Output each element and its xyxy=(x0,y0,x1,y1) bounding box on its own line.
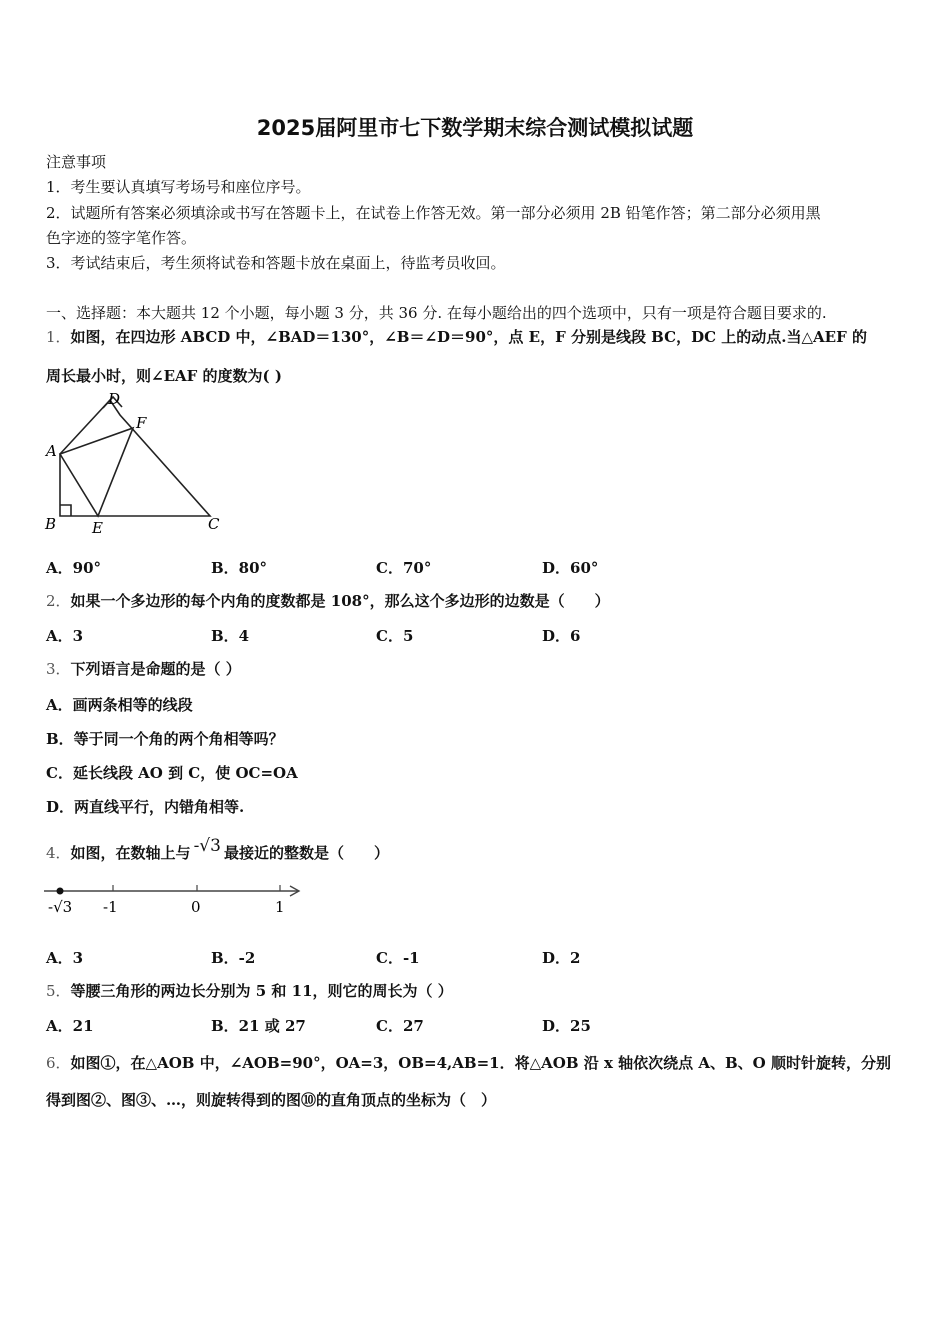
question-number: 1． xyxy=(46,328,71,346)
question-5 xyxy=(46,981,453,1001)
option-d: D．25 xyxy=(542,1017,591,1035)
axis-label-1: 1 xyxy=(275,898,285,916)
option-c: C．-1 xyxy=(376,949,420,967)
label-f: F xyxy=(136,414,147,432)
option-b: B．80° xyxy=(211,559,268,577)
option-c: C．27 xyxy=(376,1017,424,1035)
option-a: A．3 xyxy=(46,627,84,645)
option-a: A．3 xyxy=(46,949,84,967)
notice-item: 1．考生要认真填写考场号和座位序号。 xyxy=(46,178,311,196)
question-number: 6． xyxy=(46,1054,71,1072)
option-c: C．延长线段 AO 到 C，使 OC=OA xyxy=(46,764,298,782)
axis-label-neg-sqrt3: -√3 xyxy=(48,898,73,916)
right-angle-mark-b xyxy=(60,505,71,516)
question-number: 2． xyxy=(46,592,71,610)
axis-label-0: 0 xyxy=(191,898,201,916)
point-neg-sqrt3 xyxy=(57,888,64,895)
question-4 xyxy=(46,836,389,863)
label-e: E xyxy=(92,519,103,537)
quadrilateral-abcd xyxy=(60,400,210,516)
quadrilateral-figure xyxy=(40,390,230,540)
option-d: D．6 xyxy=(542,627,581,645)
question-text: 如图，在四边形 ABCD 中，∠BAD＝130°，∠B＝∠D＝90°，点 E，F 分别是线段 BC，DC 上的动点.当△AEF 的 xyxy=(70,328,867,346)
option-c: C．5 xyxy=(376,627,414,645)
question-6-line2: 得到图②、图③、…，则旋转得到的图⑩的直角顶点的坐标为（ ） xyxy=(46,1091,497,1109)
option-b: B．4 xyxy=(211,627,250,645)
label-b: B xyxy=(45,515,57,533)
question-1-line1 xyxy=(46,327,867,347)
math-neg-sqrt3: -√3 xyxy=(193,836,221,856)
question-text: 下列语言是命题的是（ ） xyxy=(70,660,241,678)
option-a: A．90° xyxy=(46,559,102,577)
question-2 xyxy=(46,591,610,611)
notice-item: 3．考试结束后，考生须将试卷和答题卡放在桌面上，待监考员收回。 xyxy=(46,254,506,272)
option-b: B．21 或 27 xyxy=(211,1017,306,1035)
label-c: C xyxy=(208,515,220,533)
number-line xyxy=(40,878,310,922)
section-heading: 一、选择题：本大题共 12 个小题，每小题 3 分，共 36 分. 在每小题给出的四个选项中，只有一项是符合题目要求的. xyxy=(46,304,827,322)
option-a: A．画两条相等的线段 xyxy=(46,696,193,714)
label-a: A xyxy=(46,442,57,460)
option-b: B．-2 xyxy=(211,949,256,967)
option-d: D．2 xyxy=(542,949,581,967)
axis-label-neg1: -1 xyxy=(103,898,118,916)
notice-item: 色字迹的签字笔作答。 xyxy=(46,229,197,247)
page-title: 2025届阿里市七下数学期末综合测试模拟试题 xyxy=(256,116,694,140)
question-text: 最接近的整数是（ ） xyxy=(223,844,389,862)
option-d: D．两直线平行，内错角相等. xyxy=(46,798,245,816)
question-6-line1 xyxy=(46,1053,891,1073)
option-a: A．21 xyxy=(46,1017,94,1035)
question-text: 等腰三角形的两边长分别为 5 和 11，则它的周长为（ ） xyxy=(70,982,453,1000)
question-number: 3． xyxy=(46,660,71,678)
question-text: 如图，在数轴上与 xyxy=(70,844,191,862)
question-text: 如图①，在△AOB 中，∠AOB=90°，OA=3，OB=4,AB=1．将△AOB 沿 x 轴依次绕点 A、B、O 顺时针旋转，分别 xyxy=(70,1054,891,1072)
question-number: 5． xyxy=(46,982,71,1000)
option-d: D．60° xyxy=(542,559,599,577)
question-number: 4． xyxy=(46,844,71,862)
question-1-line2: 周长最小时，则∠EAF 的度数为( ) xyxy=(46,367,282,385)
question-3 xyxy=(46,659,241,679)
question-text: 如果一个多边形的每个内角的度数都是 108°，那么这个多边形的边数是（ ） xyxy=(70,592,610,610)
notice-item: 2．试题所有答案必须填涂或书写在答题卡上，在试卷上作答无效。第一部分必须用 2B 铅笔作答；第二部分必须用黑 xyxy=(46,204,821,222)
option-b: B．等于同一个角的两个角相等吗？ xyxy=(46,730,284,748)
option-c: C．70° xyxy=(376,559,432,577)
label-d: D xyxy=(108,390,121,408)
notice-heading: 注意事项 xyxy=(46,153,107,171)
